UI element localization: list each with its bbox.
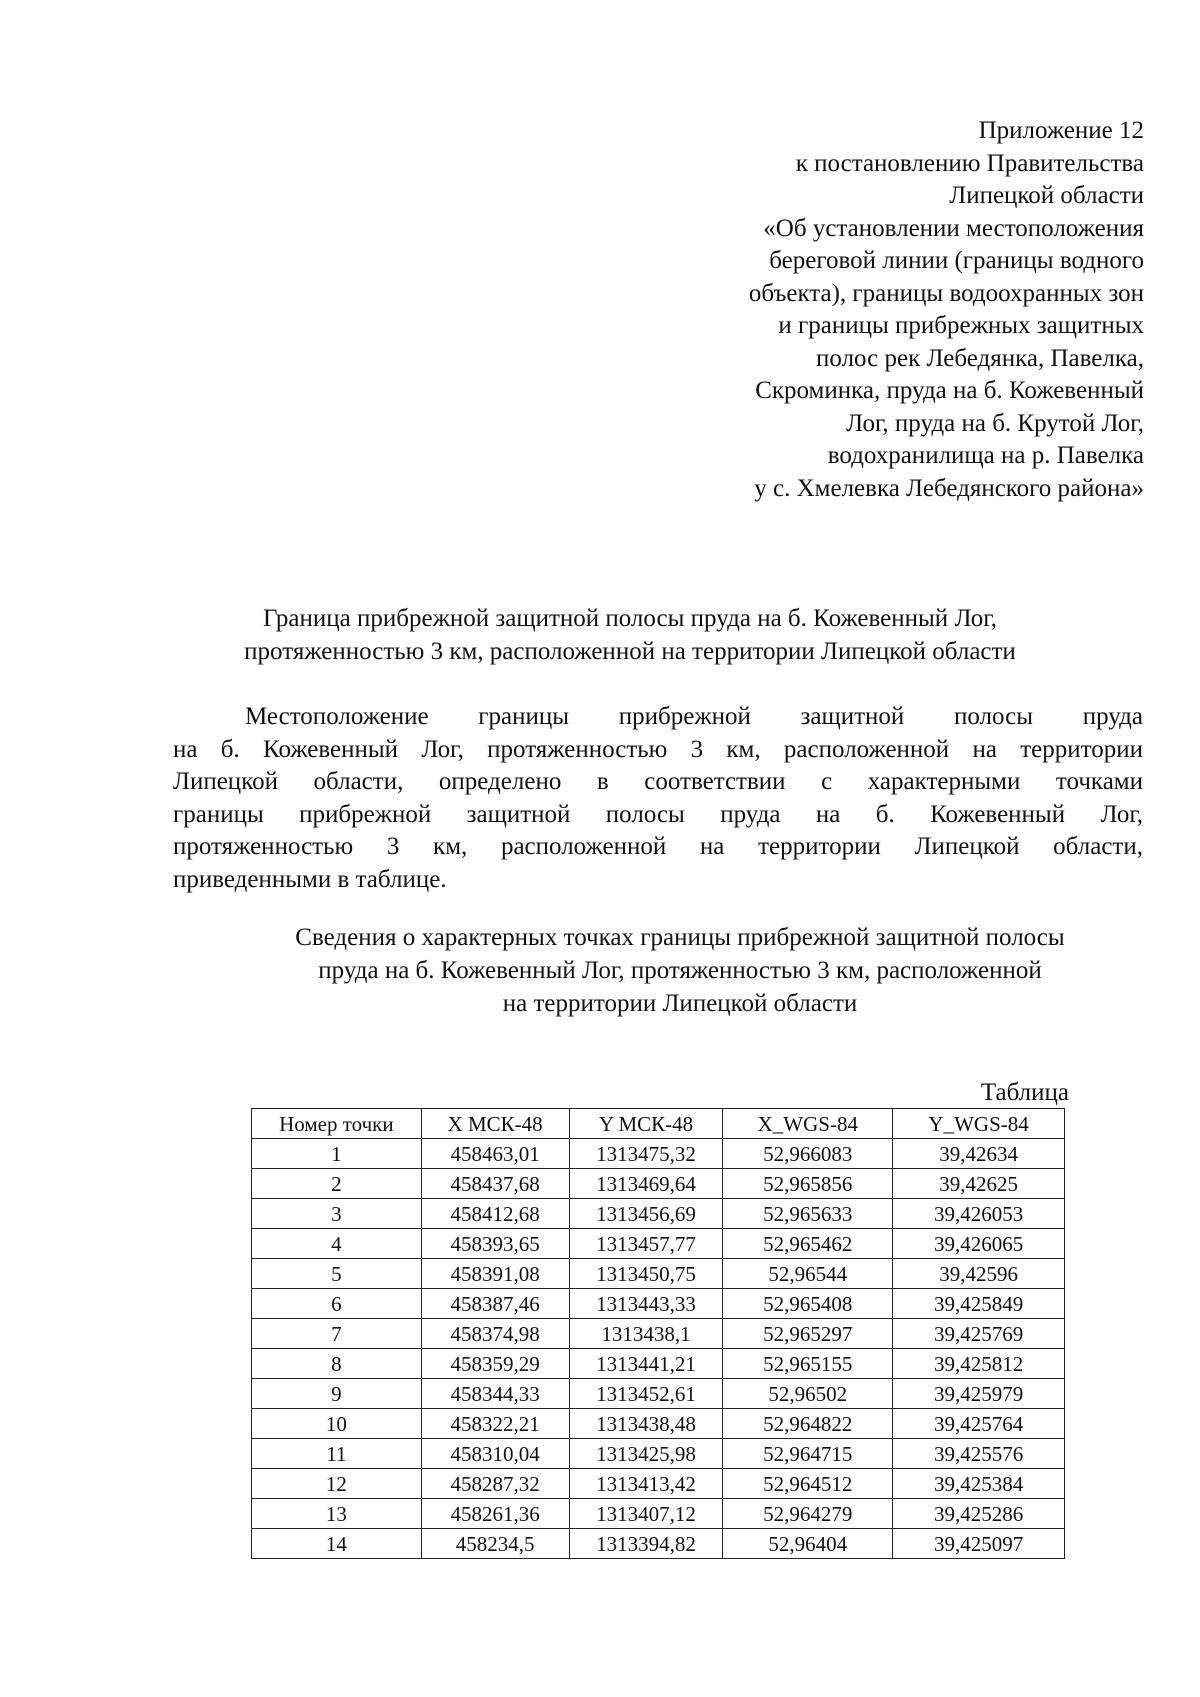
cell-x-msk: 458387,46 [421, 1289, 569, 1319]
appendix-line: «Об установлении местоположения [763, 214, 1144, 242]
cell-y-wgs: 39,426065 [893, 1229, 1065, 1259]
cell-point-number: 6 [252, 1289, 422, 1319]
paragraph-line: протяженностью 3 км, расположенной на территории Липецкой области, [173, 833, 1143, 861]
cell-x-msk: 458261,36 [421, 1499, 569, 1529]
paragraph-line: на б. Кожевенный Лог, протяженностью 3 км, расположенной на территории [173, 735, 1143, 763]
cell-y-wgs: 39,425769 [893, 1319, 1065, 1349]
cell-x-wgs: 52,964512 [723, 1469, 893, 1499]
cell-x-wgs: 52,964279 [723, 1499, 893, 1529]
title-line: протяженностью 3 км, расположенной на территории Липецкой области [244, 638, 1016, 665]
cell-point-number: 12 [252, 1469, 422, 1499]
cell-y-msk: 1313456,69 [569, 1199, 723, 1229]
appendix-line: береговой линии (границы водного [769, 247, 1144, 274]
appendix-line: к постановлению Правительства [795, 149, 1144, 177]
table-row [252, 1349, 1065, 1379]
cell-point-number: 9 [252, 1379, 422, 1409]
cell-y-wgs: 39,425384 [893, 1469, 1065, 1499]
table-row [252, 1469, 1065, 1499]
cell-y-msk: 1313441,21 [569, 1349, 723, 1379]
title-line: Граница прибрежной защитной полосы пруда на б. Кожевенный Лог, [263, 605, 997, 632]
cell-y-wgs: 39,425979 [893, 1379, 1065, 1409]
cell-y-msk: 1313457,77 [569, 1229, 723, 1259]
cell-x-msk: 458374,98 [421, 1319, 569, 1349]
cell-x-wgs: 52,96502 [723, 1379, 893, 1409]
appendix-line: Липецкой области [949, 182, 1144, 209]
cell-point-number: 5 [252, 1259, 422, 1289]
appendix-line: объекта), границы водоохранных зон [748, 279, 1144, 307]
cell-x-wgs: 52,96544 [723, 1259, 893, 1289]
table-row [252, 1199, 1065, 1229]
cell-point-number: 1 [252, 1139, 422, 1169]
cell-x-msk: 458310,04 [421, 1439, 569, 1469]
appendix-line: Скроминка, пруда на б. Кожевенный [755, 377, 1144, 404]
cell-x-msk: 458359,29 [421, 1349, 569, 1379]
cell-x-msk: 458412,68 [421, 1199, 569, 1229]
cell-point-number: 14 [252, 1529, 422, 1559]
table-heading [230, 921, 1130, 1020]
cell-x-wgs: 52,966083 [723, 1139, 893, 1169]
table-row [252, 1259, 1065, 1289]
appendix-line: водохранилища на р. Павелка [827, 442, 1144, 469]
paragraph-line: границы прибрежной защитной полосы пруда на б. Кожевенный Лог, [173, 800, 1143, 828]
table-row [252, 1289, 1065, 1319]
cell-y-msk: 1313450,75 [569, 1259, 723, 1289]
cell-y-msk: 1313425,98 [569, 1439, 723, 1469]
cell-point-number: 4 [252, 1229, 422, 1259]
cell-y-msk: 1313438,48 [569, 1409, 723, 1439]
header-x-wgs: X_WGS-84 [723, 1109, 893, 1139]
cell-x-wgs: 52,965462 [723, 1229, 893, 1259]
table-header [252, 1109, 1065, 1139]
header-point-number: Номер точки [252, 1109, 422, 1139]
paragraph-line: Липецкой области, определено в соответствии с характерными точками [173, 768, 1143, 796]
body-paragraph [173, 701, 1143, 897]
cell-x-msk: 458391,08 [421, 1259, 569, 1289]
table-header-row [252, 1109, 1065, 1139]
cell-point-number: 11 [252, 1439, 422, 1469]
cell-x-msk: 458437,68 [421, 1169, 569, 1199]
header-x-msk: X МСК-48 [421, 1109, 569, 1139]
cell-point-number: 10 [252, 1409, 422, 1439]
cell-x-wgs: 52,965297 [723, 1319, 893, 1349]
cell-y-wgs: 39,425286 [893, 1499, 1065, 1529]
cell-y-wgs: 39,425576 [893, 1439, 1065, 1469]
cell-y-wgs: 39,425849 [893, 1289, 1065, 1319]
table-row [252, 1439, 1065, 1469]
table-row [252, 1319, 1065, 1349]
cell-x-wgs: 52,965633 [723, 1199, 893, 1229]
cell-y-msk: 1313452,61 [569, 1379, 723, 1409]
cell-x-msk: 458344,33 [421, 1379, 569, 1409]
cell-y-msk: 1313407,12 [569, 1499, 723, 1529]
cell-point-number: 2 [252, 1169, 422, 1199]
appendix-header [544, 115, 1144, 505]
cell-y-wgs: 39,42625 [893, 1169, 1065, 1199]
table-row [252, 1499, 1065, 1529]
table-row [252, 1229, 1065, 1259]
cell-y-msk: 1313394,82 [569, 1529, 723, 1559]
cell-y-msk: 1313438,1 [569, 1319, 723, 1349]
table-heading-line: на территории Липецкой области [502, 990, 858, 1017]
document-title [170, 602, 1090, 668]
cell-y-wgs: 39,425097 [893, 1529, 1065, 1559]
cell-x-wgs: 52,964715 [723, 1439, 893, 1469]
cell-point-number: 7 [252, 1319, 422, 1349]
cell-y-msk: 1313413,42 [569, 1469, 723, 1499]
cell-y-msk: 1313475,32 [569, 1139, 723, 1169]
table-body [252, 1139, 1065, 1559]
table-heading-line: Сведения о характерных точках границы прибрежной защитной полосы [295, 924, 1065, 951]
cell-point-number: 13 [252, 1499, 422, 1529]
coordinates-table [251, 1108, 1065, 1559]
cell-y-msk: 1313469,64 [569, 1169, 723, 1199]
cell-x-msk: 458322,21 [421, 1409, 569, 1439]
table-row [252, 1409, 1065, 1439]
table-label: Таблица [980, 1079, 1069, 1106]
table-row [252, 1169, 1065, 1199]
cell-x-wgs: 52,965856 [723, 1169, 893, 1199]
cell-y-wgs: 39,425764 [893, 1409, 1065, 1439]
table-heading-line: пруда на б. Кожевенный Лог, протяженностью 3 км, расположенной [318, 957, 1042, 984]
table-row [252, 1529, 1065, 1559]
cell-x-msk: 458234,5 [421, 1529, 569, 1559]
header-y-msk: Y МСК-48 [569, 1109, 723, 1139]
table-row [252, 1139, 1065, 1169]
cell-point-number: 3 [252, 1199, 422, 1229]
cell-y-msk: 1313443,33 [569, 1289, 723, 1319]
appendix-line: у с. Хмелевка Лебедянского района» [754, 474, 1144, 502]
paragraph-line: Местоположение границы прибрежной защитной полосы пруда [245, 703, 1143, 730]
cell-x-msk: 458287,32 [421, 1469, 569, 1499]
appendix-line: Лог, пруда на б. Крутой Лог, [846, 409, 1144, 437]
cell-x-wgs: 52,96404 [723, 1529, 893, 1559]
cell-y-wgs: 39,426053 [893, 1199, 1065, 1229]
table-row [252, 1379, 1065, 1409]
paragraph-line: приведенными в таблице. [173, 865, 447, 893]
cell-x-msk: 458393,65 [421, 1229, 569, 1259]
cell-y-wgs: 39,42596 [893, 1259, 1065, 1289]
header-y-wgs: Y_WGS-84 [893, 1109, 1065, 1139]
cell-x-msk: 458463,01 [421, 1139, 569, 1169]
appendix-line: полос рек Лебедянка, Павелка, [816, 344, 1144, 372]
cell-x-wgs: 52,965155 [723, 1349, 893, 1379]
cell-y-wgs: 39,425812 [893, 1349, 1065, 1379]
cell-x-wgs: 52,964822 [723, 1409, 893, 1439]
appendix-line: и границы прибрежных защитных [778, 312, 1144, 339]
cell-x-wgs: 52,965408 [723, 1289, 893, 1319]
appendix-line: Приложение 12 [978, 117, 1144, 144]
cell-y-wgs: 39,42634 [893, 1139, 1065, 1169]
cell-point-number: 8 [252, 1349, 422, 1379]
